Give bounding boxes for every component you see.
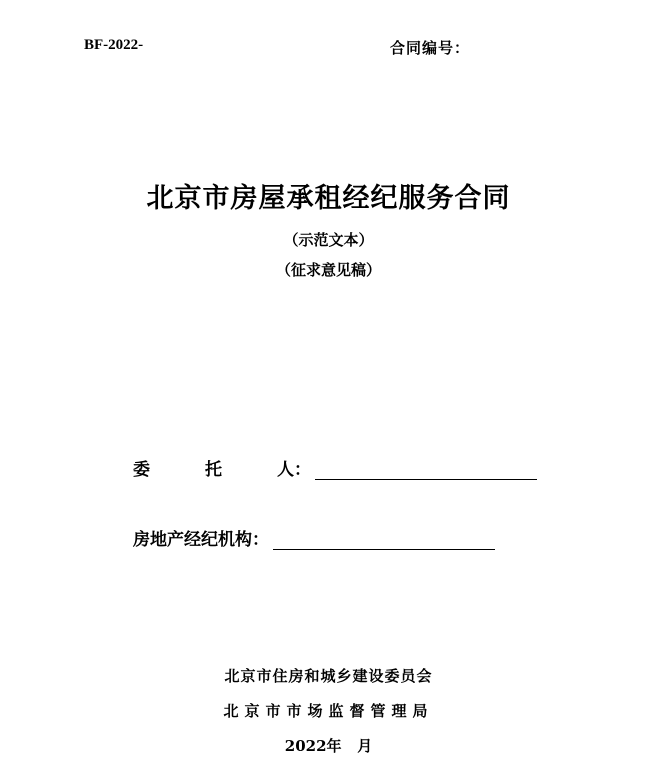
agency-label: 房地产经纪机构：: [133, 530, 269, 550]
client-label-char: 托: [205, 460, 222, 480]
subtitle-sample-text: （示范文本）: [283, 231, 374, 249]
issuer-housing-commission: 北京市住房和城乡建设委员会: [224, 667, 433, 685]
issuer-market-regulation: 北京市市场监督管理局: [223, 702, 434, 720]
client-blank-line[interactable]: [315, 459, 537, 480]
client-field-row: [133, 455, 537, 480]
agency-field-row: [133, 525, 495, 550]
client-label: [133, 455, 294, 480]
client-label-char: 委: [133, 460, 150, 480]
issue-date: 2022年 月: [284, 737, 373, 755]
client-label-colon: ：: [294, 460, 311, 480]
client-label-char: 人: [277, 460, 294, 480]
document-title: 北京市房屋承租经纪服务合同: [146, 183, 511, 214]
contract-number-label: 合同编号：: [390, 39, 471, 57]
subtitle-draft: （征求意见稿）: [275, 261, 381, 279]
agency-blank-line[interactable]: [273, 529, 495, 550]
document-code: BF-2022-: [84, 37, 144, 53]
